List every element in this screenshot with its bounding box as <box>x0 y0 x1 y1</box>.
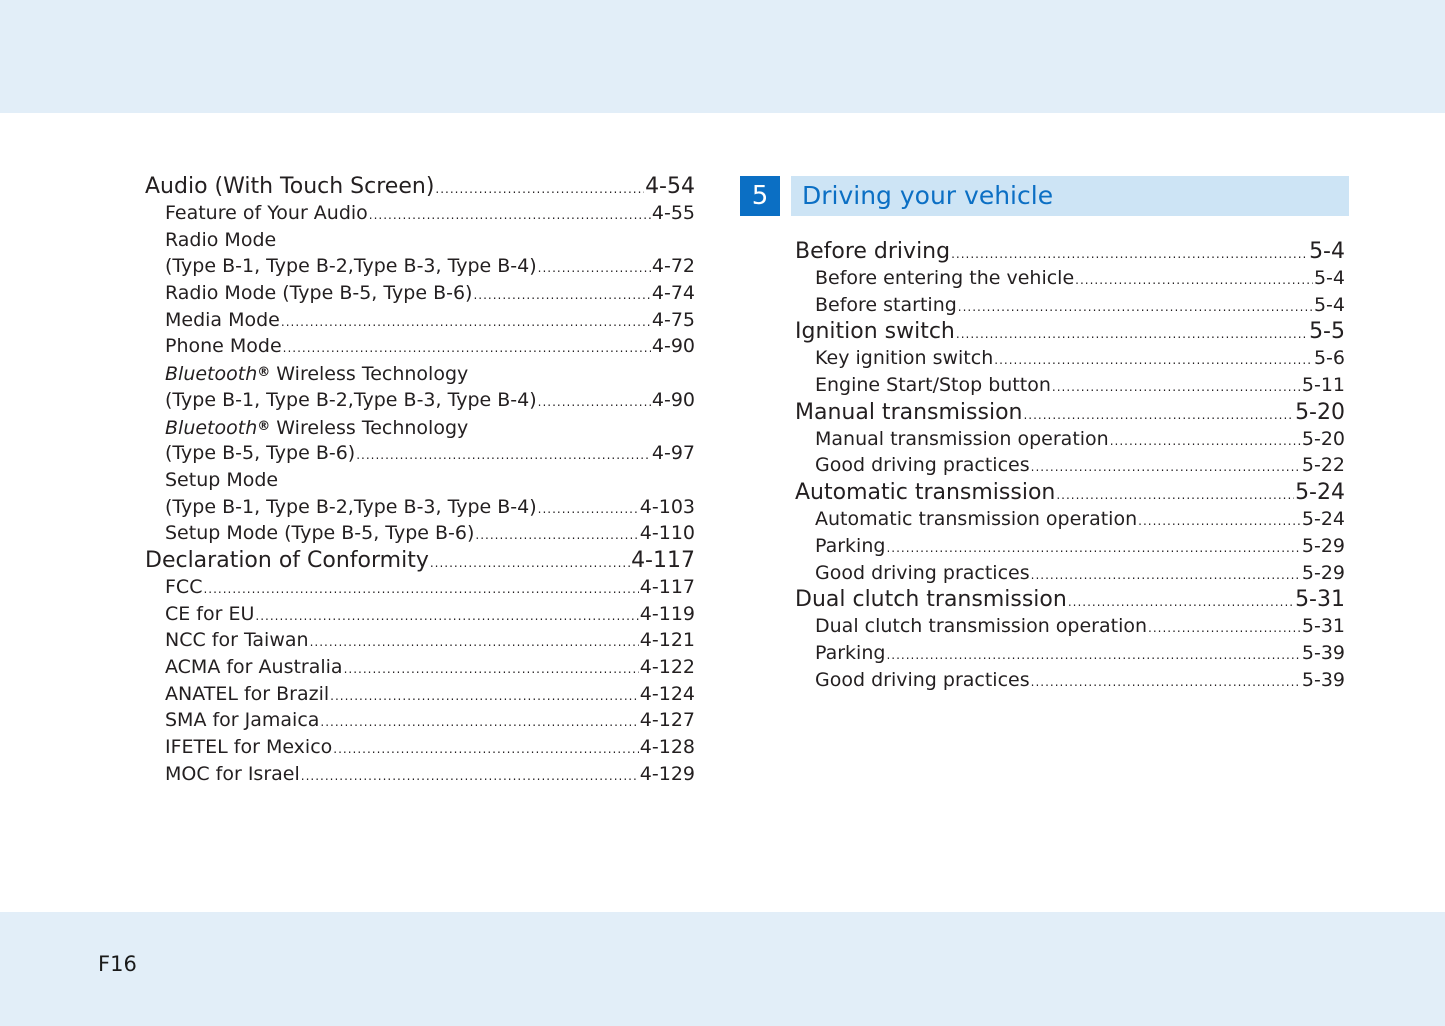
leader-dots <box>1023 402 1294 429</box>
toc-subentry[interactable]: Before starting ..... 5-4 <box>795 292 1345 319</box>
toc-entry-setup-mode-b1-b4[interactable]: (Type B-1, Type B-2,Type B-3, Type B-4) ..... 4-103 <box>145 494 695 521</box>
toc-subentry[interactable]: Good driving practices ..... 5-22 <box>795 452 1345 479</box>
toc-entry-conformity[interactable]: NCC for Taiwan ..... 4-121 <box>145 627 695 654</box>
leader-dots <box>320 709 638 736</box>
leader-dots <box>430 550 630 577</box>
leader-dots <box>369 202 651 229</box>
toc-entry-radio-mode-b5-b6[interactable]: Radio Mode (Type B-5, Type B-6) ..... 4-74 <box>145 280 695 307</box>
toc-subentry[interactable]: Dual clutch transmission operation ..... 5-31 <box>795 613 1345 640</box>
leader-dots <box>538 389 651 416</box>
leader-dots <box>301 763 639 790</box>
toc-entry-phone-mode[interactable]: Phone Mode ..... 4-90 <box>145 333 695 360</box>
toc-entry-bluetooth-title-b: Bluetooth® Wireless Technology <box>165 416 469 439</box>
toc-entry-conformity[interactable]: CE for EU ..... 4-119 <box>145 601 695 628</box>
toc-left-column <box>145 173 695 787</box>
toc-entry-conformity[interactable]: ANATEL for Brazil ..... 4-124 <box>145 681 695 708</box>
toc-entry-conformity[interactable]: IFETEL for Mexico ..... 4-128 <box>145 734 695 761</box>
chapter-number-badge: 5 <box>740 176 780 216</box>
leader-dots <box>356 442 651 469</box>
leader-dots <box>310 629 639 656</box>
leader-dots <box>1031 562 1301 589</box>
leader-dots <box>1148 615 1301 642</box>
toc-entry-bluetooth-b5-b6[interactable]: (Type B-5, Type B-6) ..... 4-97 <box>145 440 695 467</box>
leader-dots <box>255 603 638 630</box>
header-band <box>0 0 1445 113</box>
toc-entry-radio-mode-title: Radio Mode <box>165 228 277 251</box>
toc-entry-declaration-of-conformity[interactable]: Declaration of Conformity ..... 4-117 <box>145 547 695 574</box>
leader-dots <box>1031 669 1301 696</box>
toc-subentry[interactable]: Good driving practices ..... 5-29 <box>795 560 1345 587</box>
toc-subentry[interactable]: Automatic transmission operation ..... 5-24 <box>795 506 1345 533</box>
conformity-list <box>145 574 695 788</box>
toc-section[interactable]: Ignition switch ..... 5-5 <box>795 318 1345 345</box>
leader-dots <box>281 309 651 336</box>
toc-subentry[interactable]: Before entering the vehicle ..... 5-4 <box>795 265 1345 292</box>
leader-dots <box>1031 454 1301 481</box>
toc-entry-conformity[interactable]: ACMA for Australia ..... 4-122 <box>145 654 695 681</box>
leader-dots <box>344 656 639 683</box>
toc-right-column <box>795 238 1345 693</box>
leader-dots <box>886 535 1300 562</box>
leader-dots <box>1110 428 1301 455</box>
leader-dots <box>958 294 1313 321</box>
leader-dots <box>1052 374 1301 401</box>
toc-entry-setup-mode-b5-b6[interactable]: Setup Mode (Type B-5, Type B-6) ..... 4-110 <box>145 520 695 547</box>
footer-band <box>0 912 1445 1026</box>
toc-section[interactable]: Before driving ..... 5-4 <box>795 238 1345 265</box>
leader-dots <box>538 255 651 282</box>
toc-entry-conformity[interactable]: FCC ..... 4-117 <box>145 574 695 601</box>
leader-dots <box>1138 508 1301 535</box>
leader-dots <box>956 321 1308 348</box>
toc-entry-setup-mode-title: Setup Mode <box>165 468 279 491</box>
chapter-title: Driving your vehicle <box>791 176 1349 216</box>
leader-dots <box>330 683 639 710</box>
toc-subentry[interactable]: Parking ..... 5-29 <box>795 533 1345 560</box>
toc-section[interactable]: Manual transmission ..... 5-20 <box>795 399 1345 426</box>
leader-dots <box>333 736 639 763</box>
leader-dots <box>538 496 639 523</box>
toc-subentry[interactable]: Engine Start/Stop button ..... 5-11 <box>795 372 1345 399</box>
toc-entry-bluetooth-b1-b4[interactable]: (Type B-1, Type B-2,Type B-3, Type B-4) ..... 4-90 <box>145 387 695 414</box>
toc-entry-bluetooth-title-a: Bluetooth® Wireless Technology <box>165 363 469 386</box>
leader-dots <box>886 642 1300 669</box>
toc-subentry[interactable]: Parking ..... 5-39 <box>795 640 1345 667</box>
toc-entry-media-mode[interactable]: Media Mode ..... 4-75 <box>145 307 695 334</box>
leader-dots <box>473 282 650 309</box>
leader-dots <box>203 576 638 603</box>
toc-section[interactable]: Automatic transmission ..... 5-24 <box>795 479 1345 506</box>
toc-entry-conformity[interactable]: MOC for Israel ..... 4-129 <box>145 761 695 788</box>
toc-subentry[interactable]: Good driving practices ..... 5-39 <box>795 667 1345 694</box>
leader-dots <box>475 522 638 549</box>
toc-section[interactable]: Dual clutch transmission ..... 5-31 <box>795 586 1345 613</box>
page-number: F16 <box>98 952 137 976</box>
leader-dots <box>994 347 1313 374</box>
leader-dots <box>283 335 651 362</box>
toc-entry-audio-touch-screen[interactable]: Audio (With Touch Screen) ..... 4-54 <box>145 173 695 200</box>
leader-dots <box>435 176 644 203</box>
leader-dots <box>1075 267 1313 294</box>
toc-entry-conformity[interactable]: SMA for Jamaica ..... 4-127 <box>145 707 695 734</box>
toc-entry-feature-of-audio[interactable]: Feature of Your Audio ..... 4-55 <box>145 200 695 227</box>
toc-entry-radio-mode-b1-b4[interactable]: (Type B-1, Type B-2,Type B-3, Type B-4) ..... 4-72 <box>145 253 695 280</box>
leader-dots <box>1068 589 1294 616</box>
toc-subentry[interactable]: Manual transmission operation ..... 5-20 <box>795 426 1345 453</box>
leader-dots <box>1056 482 1294 509</box>
leader-dots <box>951 241 1308 268</box>
toc-subentry[interactable]: Key ignition switch ..... 5-6 <box>795 345 1345 372</box>
